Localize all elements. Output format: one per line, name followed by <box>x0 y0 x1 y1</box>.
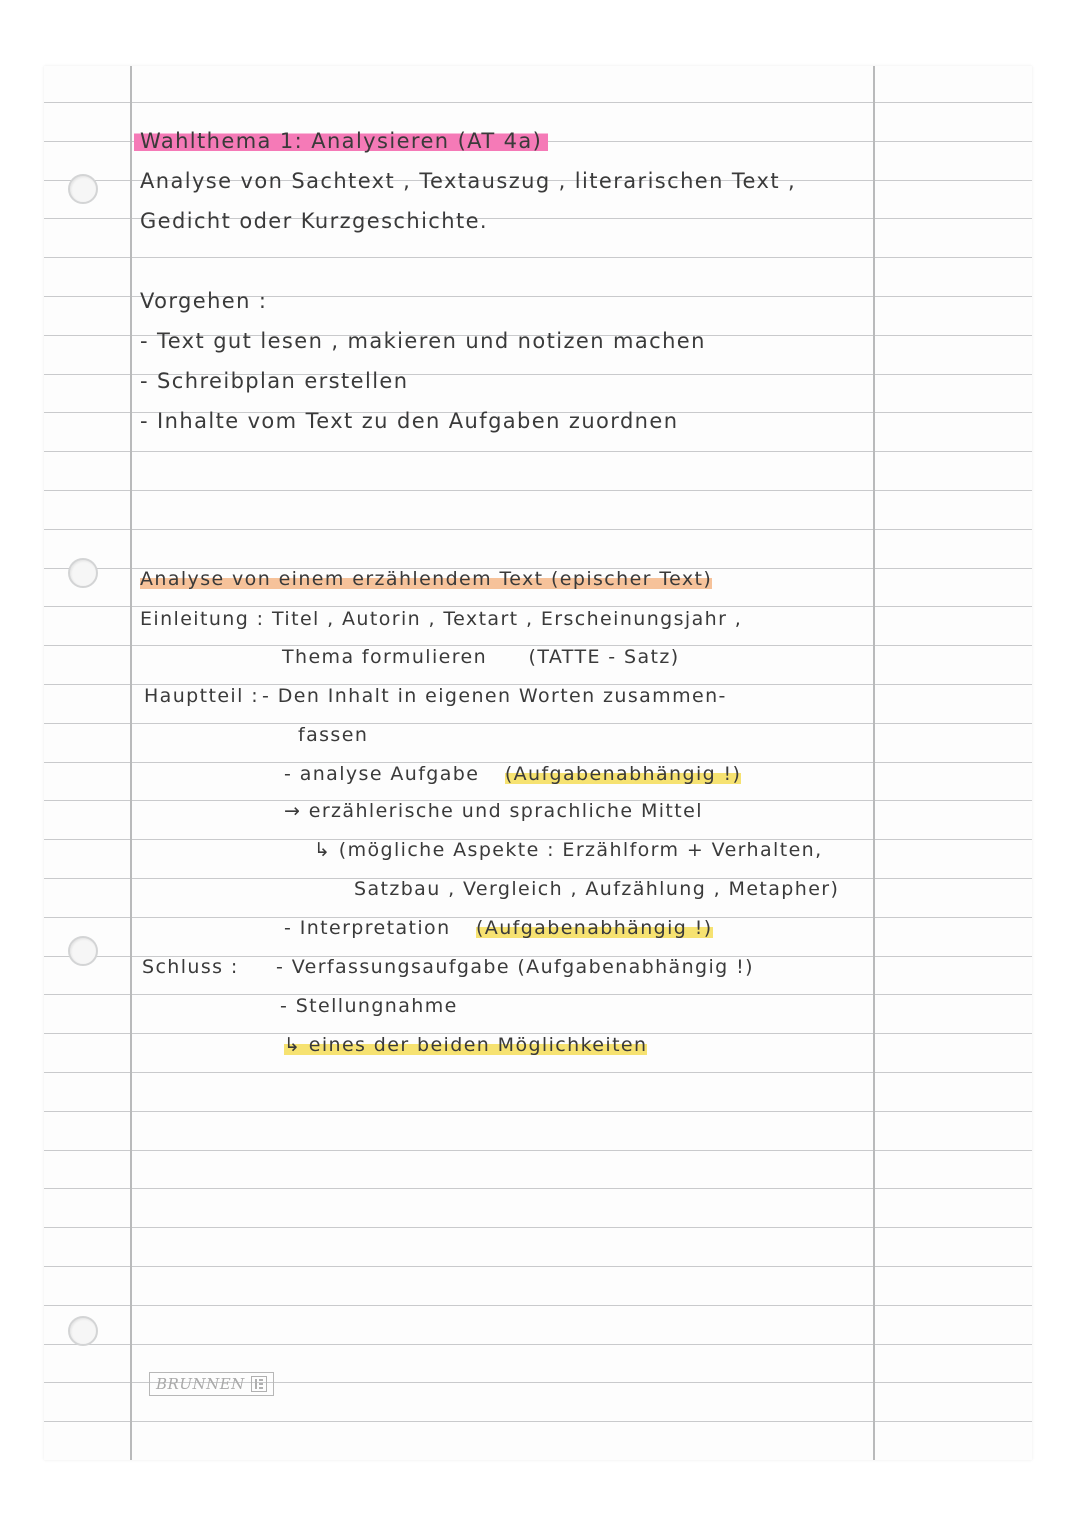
section1-title-text: Wahlthema 1: Analysieren (AT 4a) <box>134 129 548 153</box>
section1-intro-line1: Analyse von Sachtext , Textauszug , literarischen Text , <box>140 169 797 193</box>
hauptteil-line3 <box>284 761 741 787</box>
hauptteil-line5: ↳ (mögliche Aspekte : Erzählform + Verhalten, <box>314 839 823 861</box>
notebook-page <box>44 66 1032 1460</box>
hauptteil-line6: Satzbau , Vergleich , Aufzählung , Metapher) <box>354 878 840 900</box>
ruled-line <box>44 723 1032 724</box>
einleitung-label: Einleitung : <box>140 608 265 630</box>
ruled-line <box>44 1150 1032 1151</box>
procedure-step: - Schreibplan erstellen <box>140 369 409 393</box>
hauptteil-line1: - Den Inhalt in eigenen Worten zusammen- <box>262 685 727 707</box>
ruled-line <box>44 1111 1032 1112</box>
hauptteil-line4: → erzählerische und sprachliche Mittel <box>284 800 703 822</box>
section1-intro-line2: Gedicht oder Kurzgeschichte. <box>140 209 488 233</box>
hauptteil-label: Hauptteil : <box>144 685 260 707</box>
ruled-line <box>44 1072 1032 1073</box>
brand-logo <box>149 1372 274 1396</box>
section1-title <box>134 128 548 154</box>
brand-name: BRUNNEN <box>156 1375 245 1393</box>
ruled-line <box>44 451 1032 452</box>
einleitung-line2-note: (TATTE - Satz) <box>528 646 680 668</box>
hauptteil-line3-note: (Aufgabenabhängig !) <box>504 763 742 785</box>
hauptteil-line2: fassen <box>298 724 369 746</box>
schluss-line1: - Verfassungsaufgabe (Aufgabenabhängig !) <box>276 956 754 978</box>
brand-mark-icon <box>251 1376 267 1392</box>
ruled-line <box>44 1305 1032 1306</box>
ruled-line <box>44 490 1032 491</box>
procedure-step: - Inhalte vom Text zu den Aufgaben zuordnen <box>140 409 679 433</box>
schluss-line3-text: ↳ eines der beiden Möglichkeiten <box>284 1034 648 1056</box>
schluss-label: Schluss : <box>142 956 239 978</box>
punch-hole <box>68 1316 98 1346</box>
ruled-line <box>44 1421 1032 1422</box>
punch-hole <box>68 174 98 204</box>
schluss-line3 <box>284 1032 647 1058</box>
ruled-line <box>44 257 1032 258</box>
section2-title-text: Analyse von einem erzählendem Text (epischer Text) <box>140 568 713 590</box>
hauptteil-line3-text: - analyse Aufgabe <box>284 763 480 785</box>
ruled-line <box>44 529 1032 530</box>
einleitung-line1: Titel , Autorin , Textart , Erscheinungsjahr , <box>272 608 743 630</box>
ruled-line <box>44 1227 1032 1228</box>
right-margin-line <box>873 66 875 1460</box>
procedure-step: - Text gut lesen , makieren und notizen machen <box>140 329 706 353</box>
punch-hole <box>68 936 98 966</box>
ruled-line <box>44 1344 1032 1345</box>
einleitung-line2 <box>282 644 680 670</box>
procedure-heading: Vorgehen : <box>140 289 268 313</box>
einleitung-line2-text: Thema formulieren <box>282 646 488 668</box>
hauptteil-line7 <box>284 915 713 941</box>
ruled-line <box>44 994 1032 995</box>
hauptteil-line7-text: - Interpretation <box>284 917 451 939</box>
left-margin-line <box>130 66 132 1460</box>
ruled-line <box>44 1266 1032 1267</box>
punch-hole <box>68 558 98 588</box>
schluss-line2: - Stellungnahme <box>280 995 458 1017</box>
hauptteil-line7-note: (Aufgabenabhängig !) <box>475 917 713 939</box>
ruled-line <box>44 102 1032 103</box>
ruled-line <box>44 1188 1032 1189</box>
section2-title <box>140 566 712 592</box>
